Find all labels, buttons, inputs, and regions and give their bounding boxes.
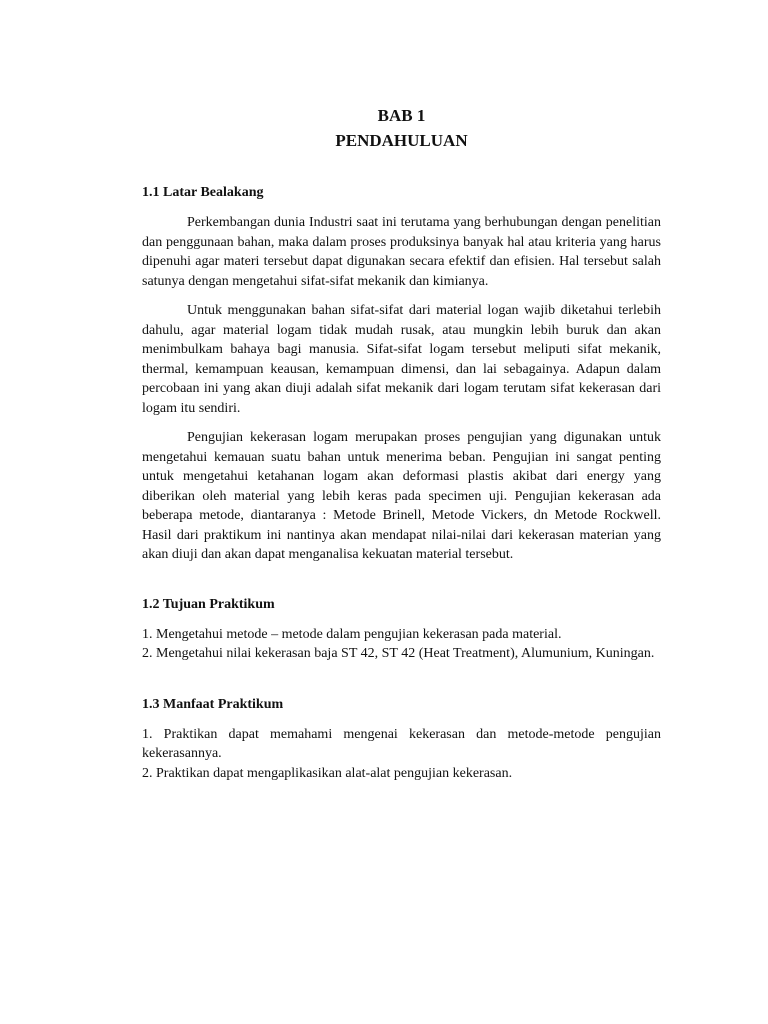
objective-list xyxy=(142,625,661,664)
section-heading: 1.2 Tujuan Praktikum xyxy=(142,596,275,612)
paragraph: Untuk menggunakan bahan sifat-sifat dari material logan wajib diketahui terlebih dahulu, agar material logam tidak mudah rusak, atau mungkin lebih buruk dan akan menimbulkam bahaya bagi manusia. Sifat-sifat logam tersebut meliputi sifat mekanik, thermal, kemampuan keausan, kemampuan dimensi, dan lai sebagainya. Adapun dalam percobaan ini yang akan diuji adalah sifat mekanik dari logam terutam sifat kekerasan dari logam itu sendiri. xyxy=(142,303,661,416)
list-item: 2. Mengetahui nilai kekerasan baja ST 42, ST 42 (Heat Treatment), Alumunium, Kuningan. xyxy=(142,646,655,661)
section-spacer xyxy=(142,575,661,595)
list-item: 2. Praktikan dapat mengaplikasikan alat-alat pengujian kekerasan. xyxy=(142,765,513,781)
section-heading: 1.3 Manfaat Praktikum xyxy=(142,696,284,712)
benefit-list xyxy=(142,725,661,784)
section-tujuan-praktikum xyxy=(142,595,661,664)
chapter-number: BAB 1 xyxy=(377,106,426,125)
chapter-title xyxy=(142,103,661,153)
section-heading: 1.1 Latar Bealakang xyxy=(142,185,264,200)
paragraph: Pengujian kekerasan logam merupakan proses pengujian yang digunakan untuk mengetahui kemauan suatu bahan untuk menerima beban. Pengujian ini sangat penting untuk mengetahui ketahanan logam akan deformasi plastis akibat dari energy yang diberikan oleh material yang lebih keras pada specimen uji. Pengujian kekerasan ada beberapa metode, diantaranya : Metode Brinell, Metode Vickers, dn Metode Rockwell. Hasil dari praktikum ini nantinya akan mendapat nilai-nilai dari kekerasan materian yang akan diuji dan akan dapat menganalisa kekuatan material tersebut. xyxy=(142,430,661,562)
chapter-name: PENDAHULUAN xyxy=(335,131,468,150)
section-latar-belakang xyxy=(142,183,661,565)
paragraph: Perkembangan dunia Industri saat ini terutama yang berhubungan dengan penelitian dan penggunaan bahan, maka dalam proses produksinya banyak hal atau kriteria yang harus dipenuhi agar materi tersebut dapat digunakan secara efektif dan efisien. Hal tersebut salah satunya dengan mengetahui sifat-sifat mekanik dan kimianya. xyxy=(142,215,661,289)
list-item: 1. Mengetahui metode – metode dalam pengujian kekerasan pada material. xyxy=(142,626,562,642)
list-item: 1. Praktikan dapat memahami mengenai kekerasan dan metode-metode pengujian kekerasannya. xyxy=(142,726,661,761)
document-page xyxy=(142,103,661,814)
section-manfaat-praktikum xyxy=(142,695,661,784)
